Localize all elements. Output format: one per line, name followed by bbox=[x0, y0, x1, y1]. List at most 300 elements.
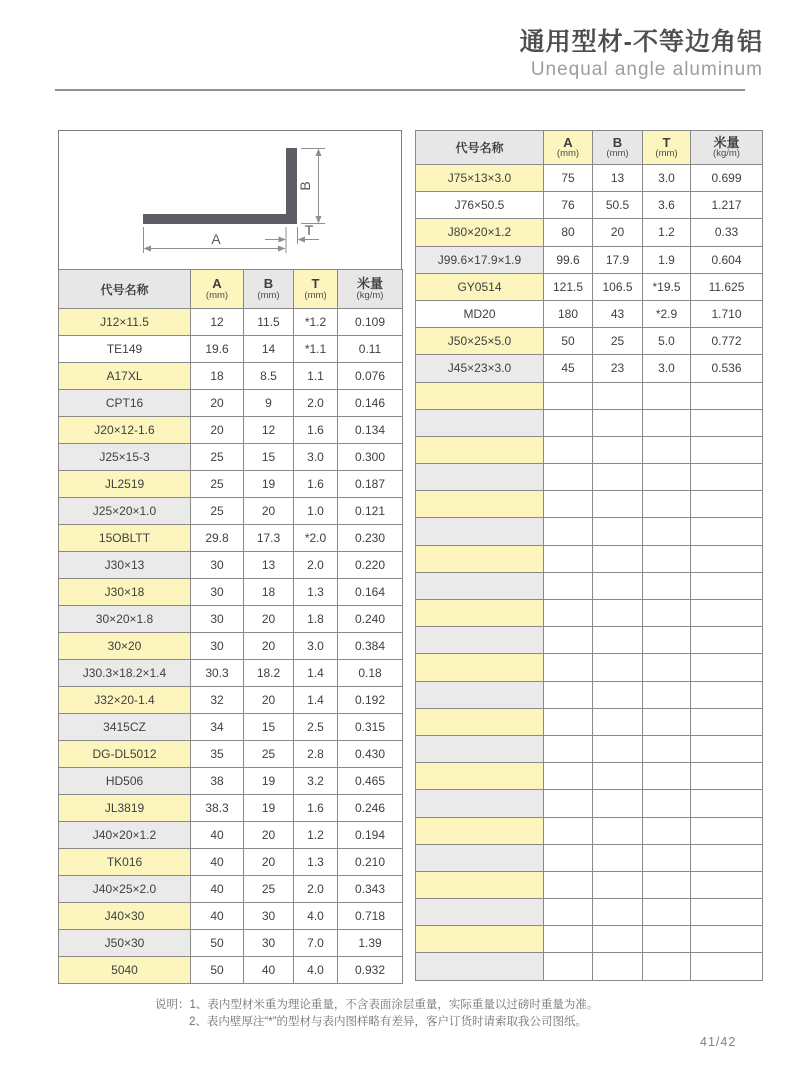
profile-code-cell bbox=[416, 545, 544, 572]
empty-table-row bbox=[416, 654, 763, 681]
profile-code-cell: 15OBLTT bbox=[59, 525, 191, 552]
table-row bbox=[416, 328, 763, 355]
value-cell: *19.5 bbox=[643, 273, 691, 300]
table-row bbox=[416, 300, 763, 327]
profile-code-cell: J12×11.5 bbox=[59, 309, 191, 336]
value-cell: 38.3 bbox=[191, 795, 244, 822]
value-cell: 0.187 bbox=[338, 471, 403, 498]
value-cell bbox=[691, 899, 763, 926]
table-row bbox=[59, 660, 403, 687]
profile-code-cell bbox=[416, 627, 544, 654]
value-cell bbox=[691, 464, 763, 491]
value-cell bbox=[691, 708, 763, 735]
value-cell: 45 bbox=[544, 355, 593, 382]
value-cell bbox=[544, 735, 593, 762]
value-cell: 3.0 bbox=[643, 355, 691, 382]
value-cell: 0.194 bbox=[338, 822, 403, 849]
profile-code-cell: J80×20×1.2 bbox=[416, 219, 544, 246]
value-cell: 1.39 bbox=[338, 930, 403, 957]
empty-table-row bbox=[416, 409, 763, 436]
profile-code-cell bbox=[416, 708, 544, 735]
profile-code-cell: J32×20-1.4 bbox=[59, 687, 191, 714]
profile-code-cell: J20×12-1.6 bbox=[59, 417, 191, 444]
value-cell bbox=[643, 409, 691, 436]
profile-code-cell: A17XL bbox=[59, 363, 191, 390]
value-cell: 40 bbox=[191, 903, 244, 930]
value-cell: 0.192 bbox=[338, 687, 403, 714]
profile-code-cell: J40×25×2.0 bbox=[59, 876, 191, 903]
value-cell: 34 bbox=[191, 714, 244, 741]
value-cell bbox=[691, 572, 763, 599]
value-cell: 0.230 bbox=[338, 525, 403, 552]
value-cell bbox=[593, 871, 643, 898]
table-row bbox=[416, 192, 763, 219]
profile-code-cell bbox=[416, 844, 544, 871]
left-table-body bbox=[59, 309, 403, 984]
value-cell bbox=[544, 844, 593, 871]
footnote-line-2: 2、表内壁厚注“*”的型材与表内图样略有差异，客户订货时请索取我公司图纸。 bbox=[189, 1015, 588, 1028]
value-cell bbox=[544, 600, 593, 627]
table-row bbox=[59, 417, 403, 444]
table-row bbox=[59, 525, 403, 552]
profile-code-cell bbox=[416, 871, 544, 898]
value-cell: 9 bbox=[244, 390, 294, 417]
value-cell: 8.5 bbox=[244, 363, 294, 390]
value-cell: 0.772 bbox=[691, 328, 763, 355]
profile-code-cell: J76×50.5 bbox=[416, 192, 544, 219]
column-header-a: A (mm) bbox=[544, 131, 593, 165]
empty-table-row bbox=[416, 627, 763, 654]
profile-code-cell: J99.6×17.9×1.9 bbox=[416, 246, 544, 273]
value-cell: 0.146 bbox=[338, 390, 403, 417]
value-cell: 2.0 bbox=[294, 552, 338, 579]
value-cell bbox=[691, 926, 763, 953]
right-table-body bbox=[416, 165, 763, 981]
value-cell: 19 bbox=[244, 795, 294, 822]
empty-table-row bbox=[416, 491, 763, 518]
value-cell: 2.0 bbox=[294, 390, 338, 417]
value-cell bbox=[593, 382, 643, 409]
value-cell: 43 bbox=[593, 300, 643, 327]
value-cell bbox=[593, 763, 643, 790]
empty-table-row bbox=[416, 382, 763, 409]
profile-code-cell: JL2519 bbox=[59, 471, 191, 498]
profile-code-cell: DG-DL5012 bbox=[59, 741, 191, 768]
value-cell bbox=[643, 436, 691, 463]
table-row bbox=[416, 219, 763, 246]
value-cell: 1.217 bbox=[691, 192, 763, 219]
page-subtitle: Unequal angle aluminum bbox=[530, 58, 763, 80]
table-row bbox=[416, 165, 763, 192]
value-cell: 19.6 bbox=[191, 336, 244, 363]
profile-code-cell: CPT16 bbox=[59, 390, 191, 417]
value-cell bbox=[544, 436, 593, 463]
value-cell: 0.430 bbox=[338, 741, 403, 768]
value-cell bbox=[544, 926, 593, 953]
value-cell: 25 bbox=[191, 444, 244, 471]
value-cell: *2.9 bbox=[643, 300, 691, 327]
value-cell bbox=[691, 545, 763, 572]
value-cell: 30 bbox=[191, 579, 244, 606]
value-cell: 1.9 bbox=[643, 246, 691, 273]
column-header-t: T (mm) bbox=[294, 270, 338, 309]
table-row bbox=[59, 390, 403, 417]
profile-code-cell: J40×30 bbox=[59, 903, 191, 930]
value-cell: 0.343 bbox=[338, 876, 403, 903]
profile-code-cell bbox=[416, 953, 544, 980]
value-cell: 0.315 bbox=[338, 714, 403, 741]
value-cell bbox=[544, 817, 593, 844]
value-cell: 1.2 bbox=[643, 219, 691, 246]
value-cell bbox=[593, 600, 643, 627]
value-cell: 1.4 bbox=[294, 660, 338, 687]
arrowhead-icon bbox=[316, 216, 322, 224]
value-cell: 2.0 bbox=[294, 876, 338, 903]
profile-code-cell bbox=[416, 926, 544, 953]
value-cell: 0.465 bbox=[338, 768, 403, 795]
value-cell: 12 bbox=[244, 417, 294, 444]
empty-table-row bbox=[416, 817, 763, 844]
value-cell: 4.0 bbox=[294, 957, 338, 984]
empty-table-row bbox=[416, 953, 763, 980]
value-cell: 0.384 bbox=[338, 633, 403, 660]
value-cell: 17.9 bbox=[593, 246, 643, 273]
value-cell: 0.18 bbox=[338, 660, 403, 687]
profile-code-cell: J50×30 bbox=[59, 930, 191, 957]
table-row bbox=[59, 687, 403, 714]
value-cell bbox=[593, 654, 643, 681]
value-cell: 20 bbox=[244, 849, 294, 876]
value-cell: 1.6 bbox=[294, 417, 338, 444]
table-row bbox=[59, 606, 403, 633]
value-cell bbox=[593, 953, 643, 980]
profile-code-cell: HD506 bbox=[59, 768, 191, 795]
value-cell: 2.5 bbox=[294, 714, 338, 741]
profile-code-cell: TK016 bbox=[59, 849, 191, 876]
table-row bbox=[59, 741, 403, 768]
value-cell: 32 bbox=[191, 687, 244, 714]
footnote-line-1: 说明：1、表内型材米重为理论重量，不含表面涂层重量，实际重量以过磅时重量为准。 bbox=[155, 999, 599, 1011]
value-cell bbox=[691, 600, 763, 627]
value-cell: 19 bbox=[244, 471, 294, 498]
column-header-meter-weight: 米量 (kg/m) bbox=[691, 131, 763, 165]
value-cell: 1.4 bbox=[294, 687, 338, 714]
value-cell bbox=[691, 790, 763, 817]
value-cell bbox=[643, 953, 691, 980]
column-header-meter-weight: 米量 (kg/m) bbox=[338, 270, 403, 309]
empty-table-row bbox=[416, 518, 763, 545]
empty-table-row bbox=[416, 708, 763, 735]
value-cell bbox=[544, 708, 593, 735]
value-cell bbox=[691, 409, 763, 436]
left-spec-table bbox=[58, 269, 403, 984]
value-cell bbox=[691, 491, 763, 518]
value-cell bbox=[691, 871, 763, 898]
table-header-row bbox=[416, 131, 763, 165]
value-cell: 0.718 bbox=[338, 903, 403, 930]
value-cell: 0.932 bbox=[338, 957, 403, 984]
value-cell bbox=[544, 654, 593, 681]
value-cell: 20 bbox=[593, 219, 643, 246]
table-row bbox=[59, 444, 403, 471]
value-cell: 20 bbox=[191, 390, 244, 417]
profile-code-cell: MD20 bbox=[416, 300, 544, 327]
value-cell bbox=[544, 464, 593, 491]
value-cell: 3.2 bbox=[294, 768, 338, 795]
value-cell bbox=[643, 572, 691, 599]
value-cell: 0.33 bbox=[691, 219, 763, 246]
value-cell: 20 bbox=[191, 417, 244, 444]
empty-table-row bbox=[416, 899, 763, 926]
value-cell: 30 bbox=[191, 606, 244, 633]
value-cell bbox=[593, 681, 643, 708]
profile-code-cell: J45×23×3.0 bbox=[416, 355, 544, 382]
dimension-label-a: A bbox=[211, 231, 221, 247]
value-cell: 0.246 bbox=[338, 795, 403, 822]
angle-profile-drawing-icon bbox=[59, 131, 401, 269]
value-cell bbox=[544, 491, 593, 518]
value-cell: 25 bbox=[244, 876, 294, 903]
profile-code-cell bbox=[416, 409, 544, 436]
value-cell: 15 bbox=[244, 714, 294, 741]
value-cell: 15 bbox=[244, 444, 294, 471]
value-cell: 1.1 bbox=[294, 363, 338, 390]
value-cell bbox=[643, 681, 691, 708]
value-cell: 20 bbox=[244, 822, 294, 849]
value-cell: 3.0 bbox=[294, 444, 338, 471]
arrowhead-icon bbox=[279, 237, 287, 243]
value-cell: 0.699 bbox=[691, 165, 763, 192]
value-cell bbox=[544, 409, 593, 436]
value-cell bbox=[593, 899, 643, 926]
value-cell: 50 bbox=[191, 957, 244, 984]
value-cell: 3.0 bbox=[643, 165, 691, 192]
value-cell bbox=[691, 844, 763, 871]
value-cell: 1.6 bbox=[294, 795, 338, 822]
value-cell bbox=[691, 518, 763, 545]
table-row bbox=[59, 498, 403, 525]
value-cell: 17.3 bbox=[244, 525, 294, 552]
empty-table-row bbox=[416, 464, 763, 491]
value-cell bbox=[593, 926, 643, 953]
value-cell: 20 bbox=[244, 687, 294, 714]
value-cell: 1.8 bbox=[294, 606, 338, 633]
profile-code-cell bbox=[416, 817, 544, 844]
table-row bbox=[59, 471, 403, 498]
value-cell: 75 bbox=[544, 165, 593, 192]
table-row bbox=[59, 822, 403, 849]
value-cell: 180 bbox=[544, 300, 593, 327]
value-cell: 40 bbox=[191, 822, 244, 849]
table-row bbox=[59, 363, 403, 390]
value-cell: 0.076 bbox=[338, 363, 403, 390]
value-cell bbox=[643, 899, 691, 926]
value-cell bbox=[643, 763, 691, 790]
value-cell: 0.240 bbox=[338, 606, 403, 633]
empty-table-row bbox=[416, 436, 763, 463]
profile-code-cell: TE149 bbox=[59, 336, 191, 363]
arrowhead-icon bbox=[278, 246, 286, 252]
value-cell bbox=[593, 817, 643, 844]
table-row bbox=[59, 957, 403, 984]
value-cell bbox=[593, 735, 643, 762]
value-cell bbox=[593, 436, 643, 463]
value-cell bbox=[593, 409, 643, 436]
table-row bbox=[59, 903, 403, 930]
column-header-b: B (mm) bbox=[244, 270, 294, 309]
arrowhead-icon bbox=[316, 149, 322, 157]
value-cell: 14 bbox=[244, 336, 294, 363]
value-cell bbox=[643, 735, 691, 762]
value-cell: 30 bbox=[191, 552, 244, 579]
value-cell: 18 bbox=[191, 363, 244, 390]
value-cell: 13 bbox=[244, 552, 294, 579]
value-cell: 20 bbox=[244, 606, 294, 633]
value-cell bbox=[544, 790, 593, 817]
value-cell bbox=[544, 681, 593, 708]
value-cell: 50.5 bbox=[593, 192, 643, 219]
profile-code-cell bbox=[416, 735, 544, 762]
profile-vertical-leg bbox=[286, 148, 297, 224]
value-cell bbox=[691, 654, 763, 681]
value-cell: 1.3 bbox=[294, 579, 338, 606]
value-cell: 2.8 bbox=[294, 741, 338, 768]
value-cell: 5.0 bbox=[643, 328, 691, 355]
value-cell: 40 bbox=[191, 849, 244, 876]
profile-code-cell: J30×13 bbox=[59, 552, 191, 579]
profile-code-cell bbox=[416, 436, 544, 463]
column-header-name: 代号名称 bbox=[416, 131, 544, 165]
value-cell bbox=[691, 382, 763, 409]
value-cell bbox=[593, 708, 643, 735]
value-cell bbox=[544, 627, 593, 654]
table-row bbox=[416, 273, 763, 300]
value-cell: 0.121 bbox=[338, 498, 403, 525]
value-cell bbox=[544, 545, 593, 572]
empty-table-row bbox=[416, 545, 763, 572]
footnotes bbox=[155, 997, 598, 1030]
value-cell bbox=[544, 518, 593, 545]
profile-code-cell bbox=[416, 464, 544, 491]
value-cell: 76 bbox=[544, 192, 593, 219]
value-cell bbox=[691, 436, 763, 463]
value-cell bbox=[643, 382, 691, 409]
value-cell: 13 bbox=[593, 165, 643, 192]
profile-code-cell: JL3819 bbox=[59, 795, 191, 822]
value-cell bbox=[593, 627, 643, 654]
empty-table-row bbox=[416, 735, 763, 762]
column-header-name: 代号名称 bbox=[59, 270, 191, 309]
value-cell: 3.6 bbox=[643, 192, 691, 219]
empty-table-row bbox=[416, 926, 763, 953]
value-cell bbox=[593, 572, 643, 599]
value-cell: 0.210 bbox=[338, 849, 403, 876]
profile-code-cell bbox=[416, 763, 544, 790]
profile-code-cell bbox=[416, 600, 544, 627]
arrowhead-icon bbox=[144, 246, 152, 252]
profile-code-cell: 30×20 bbox=[59, 633, 191, 660]
empty-table-row bbox=[416, 572, 763, 599]
table-row bbox=[59, 768, 403, 795]
value-cell bbox=[691, 953, 763, 980]
value-cell bbox=[593, 518, 643, 545]
page-title: 通用型材-不等边角铝 bbox=[519, 28, 763, 56]
profile-code-cell bbox=[416, 382, 544, 409]
value-cell bbox=[544, 763, 593, 790]
value-cell bbox=[643, 518, 691, 545]
table-row bbox=[416, 355, 763, 382]
value-cell: 12 bbox=[191, 309, 244, 336]
table-row bbox=[59, 579, 403, 606]
profile-code-cell bbox=[416, 518, 544, 545]
value-cell: 20 bbox=[244, 498, 294, 525]
value-cell: 50 bbox=[191, 930, 244, 957]
value-cell: 106.5 bbox=[593, 273, 643, 300]
value-cell: 23 bbox=[593, 355, 643, 382]
value-cell: 40 bbox=[244, 957, 294, 984]
value-cell: 80 bbox=[544, 219, 593, 246]
value-cell: 30.3 bbox=[191, 660, 244, 687]
value-cell bbox=[593, 464, 643, 491]
value-cell: 11.625 bbox=[691, 273, 763, 300]
profile-code-cell bbox=[416, 899, 544, 926]
column-header-t: T (mm) bbox=[643, 131, 691, 165]
value-cell bbox=[643, 627, 691, 654]
profile-code-cell bbox=[416, 681, 544, 708]
empty-table-row bbox=[416, 763, 763, 790]
value-cell bbox=[691, 817, 763, 844]
value-cell: 1.0 bbox=[294, 498, 338, 525]
profile-horizontal-leg bbox=[143, 214, 297, 224]
value-cell bbox=[544, 899, 593, 926]
value-cell: 4.0 bbox=[294, 903, 338, 930]
value-cell bbox=[544, 572, 593, 599]
value-cell: 25 bbox=[191, 471, 244, 498]
value-cell: 19 bbox=[244, 768, 294, 795]
value-cell: 0.11 bbox=[338, 336, 403, 363]
value-cell: 0.134 bbox=[338, 417, 403, 444]
value-cell bbox=[544, 953, 593, 980]
value-cell bbox=[691, 681, 763, 708]
value-cell: 0.536 bbox=[691, 355, 763, 382]
value-cell: 38 bbox=[191, 768, 244, 795]
profile-code-cell bbox=[416, 790, 544, 817]
value-cell: 0.604 bbox=[691, 246, 763, 273]
table-row bbox=[59, 714, 403, 741]
profile-code-cell bbox=[416, 572, 544, 599]
table-row bbox=[59, 552, 403, 579]
value-cell: 25 bbox=[191, 498, 244, 525]
value-cell bbox=[643, 871, 691, 898]
profile-code-cell: 30×20×1.8 bbox=[59, 606, 191, 633]
profile-code-cell: J75×13×3.0 bbox=[416, 165, 544, 192]
value-cell bbox=[544, 382, 593, 409]
empty-table-row bbox=[416, 871, 763, 898]
header-divider bbox=[55, 89, 745, 91]
left-column bbox=[58, 130, 402, 984]
value-cell: 25 bbox=[593, 328, 643, 355]
dimension-label-t: T bbox=[304, 222, 314, 238]
profile-code-cell: J30.3×18.2×1.4 bbox=[59, 660, 191, 687]
table-row bbox=[59, 876, 403, 903]
table-row bbox=[59, 930, 403, 957]
table-row bbox=[416, 246, 763, 273]
profile-code-cell bbox=[416, 654, 544, 681]
value-cell: 0.300 bbox=[338, 444, 403, 471]
value-cell: *1.2 bbox=[294, 309, 338, 336]
value-cell: 0.220 bbox=[338, 552, 403, 579]
profile-code-cell: 5040 bbox=[59, 957, 191, 984]
